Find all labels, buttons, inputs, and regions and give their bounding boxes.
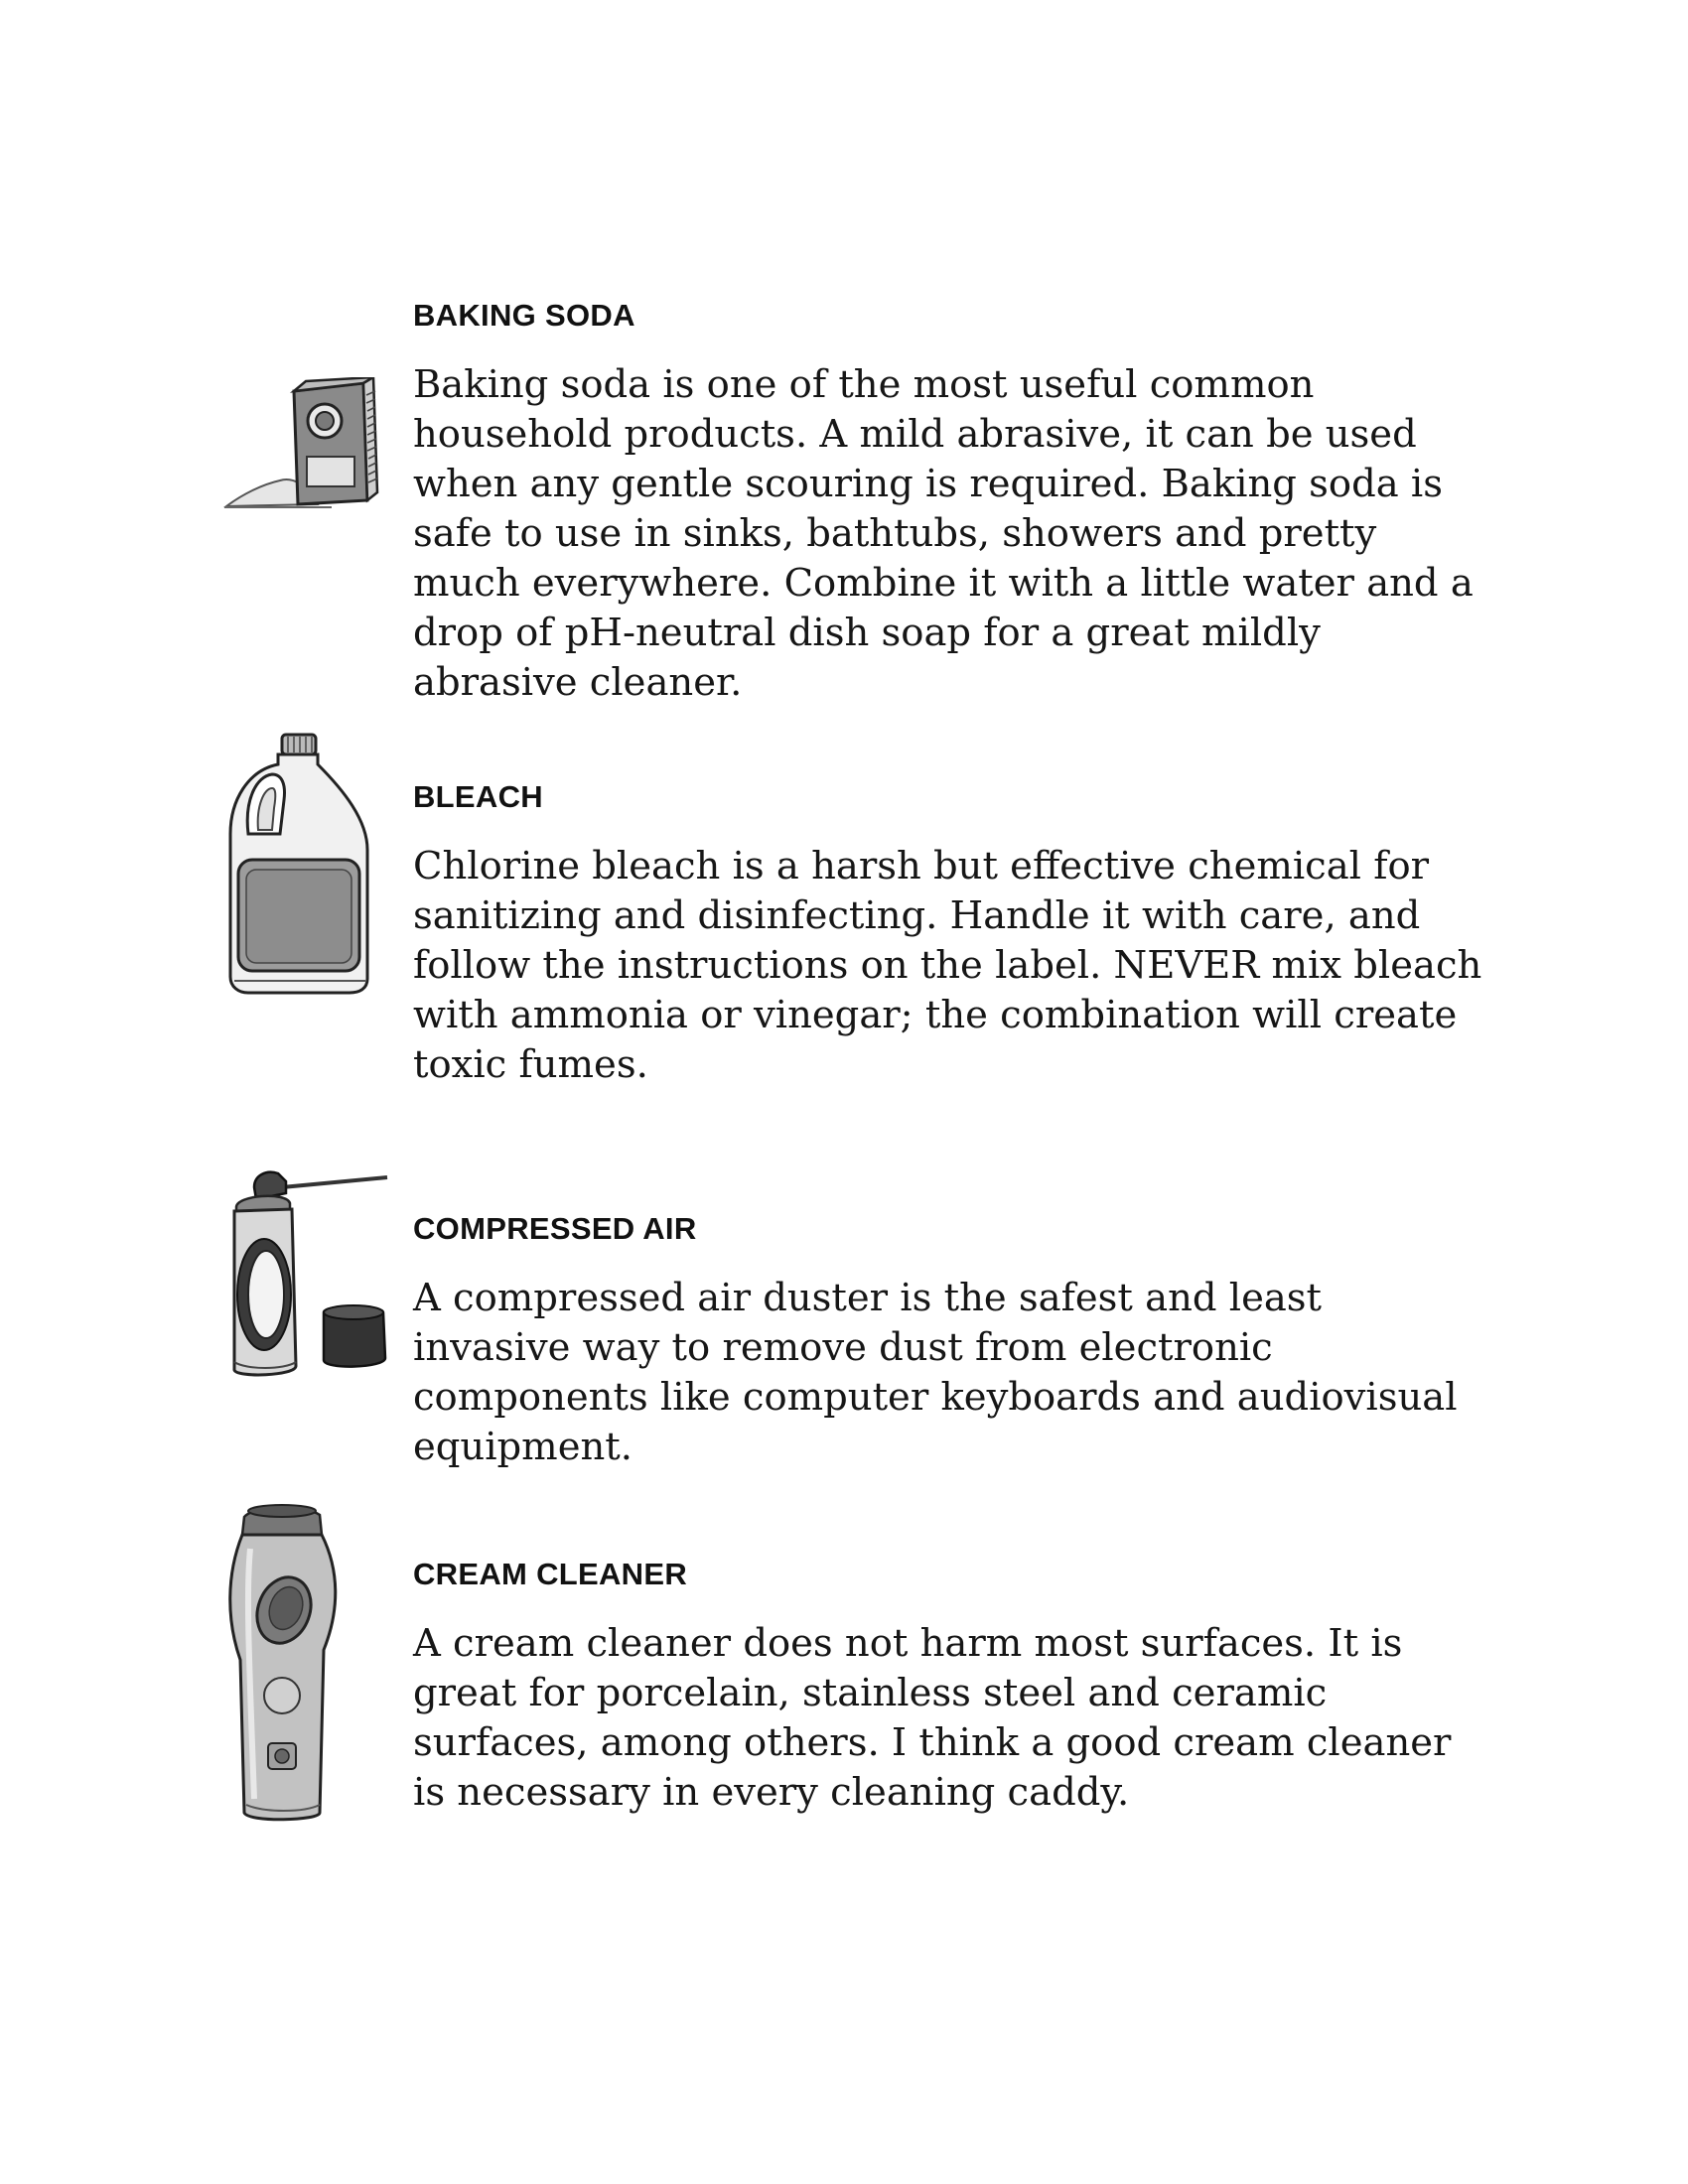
entry-heading: CREAM CLEANER [413, 1557, 688, 1591]
baking-soda-box-icon [222, 377, 397, 516]
entry-body: A compressed air duster is the safest and least invasive way to remove dust from electronic components like computer keyboards and audiovisual equipment. [413, 1276, 1458, 1469]
entry-heading: BAKING SODA [413, 298, 635, 333]
entry-heading: COMPRESSED AIR [413, 1211, 697, 1246]
compressed-air-can-icon [226, 1167, 391, 1382]
entry-heading: BLEACH [413, 779, 543, 814]
entry-body: Baking soda is one of the most useful common household products. A mild abrasive, it can be used when any gentle scouring is required. Baking soda is safe to use in sinks, bathtubs, showers and pretty much everywhere. Combine it with a little water and a drop of pH-neutral dish soap for a great mildly abrasive cleaner. [413, 362, 1474, 705]
bleach-jug-icon [226, 731, 373, 997]
entry-body: A cream cleaner does not harm most surfaces. It is great for porcelain, stainless steel and ceramic surfaces, among others. I think a good cream cleaner is necessary in every cleaning caddy. [413, 1621, 1452, 1815]
cream-cleaner-bottle-icon [224, 1501, 344, 1825]
entry-body: Chlorine bleach is a harsh but effective chemical for sanitizing and disinfecting. Handle it with care, and follow the instructions on the label. NEVER mix bleach with ammonia or vinegar; the combination will create toxic fumes. [413, 844, 1482, 1087]
